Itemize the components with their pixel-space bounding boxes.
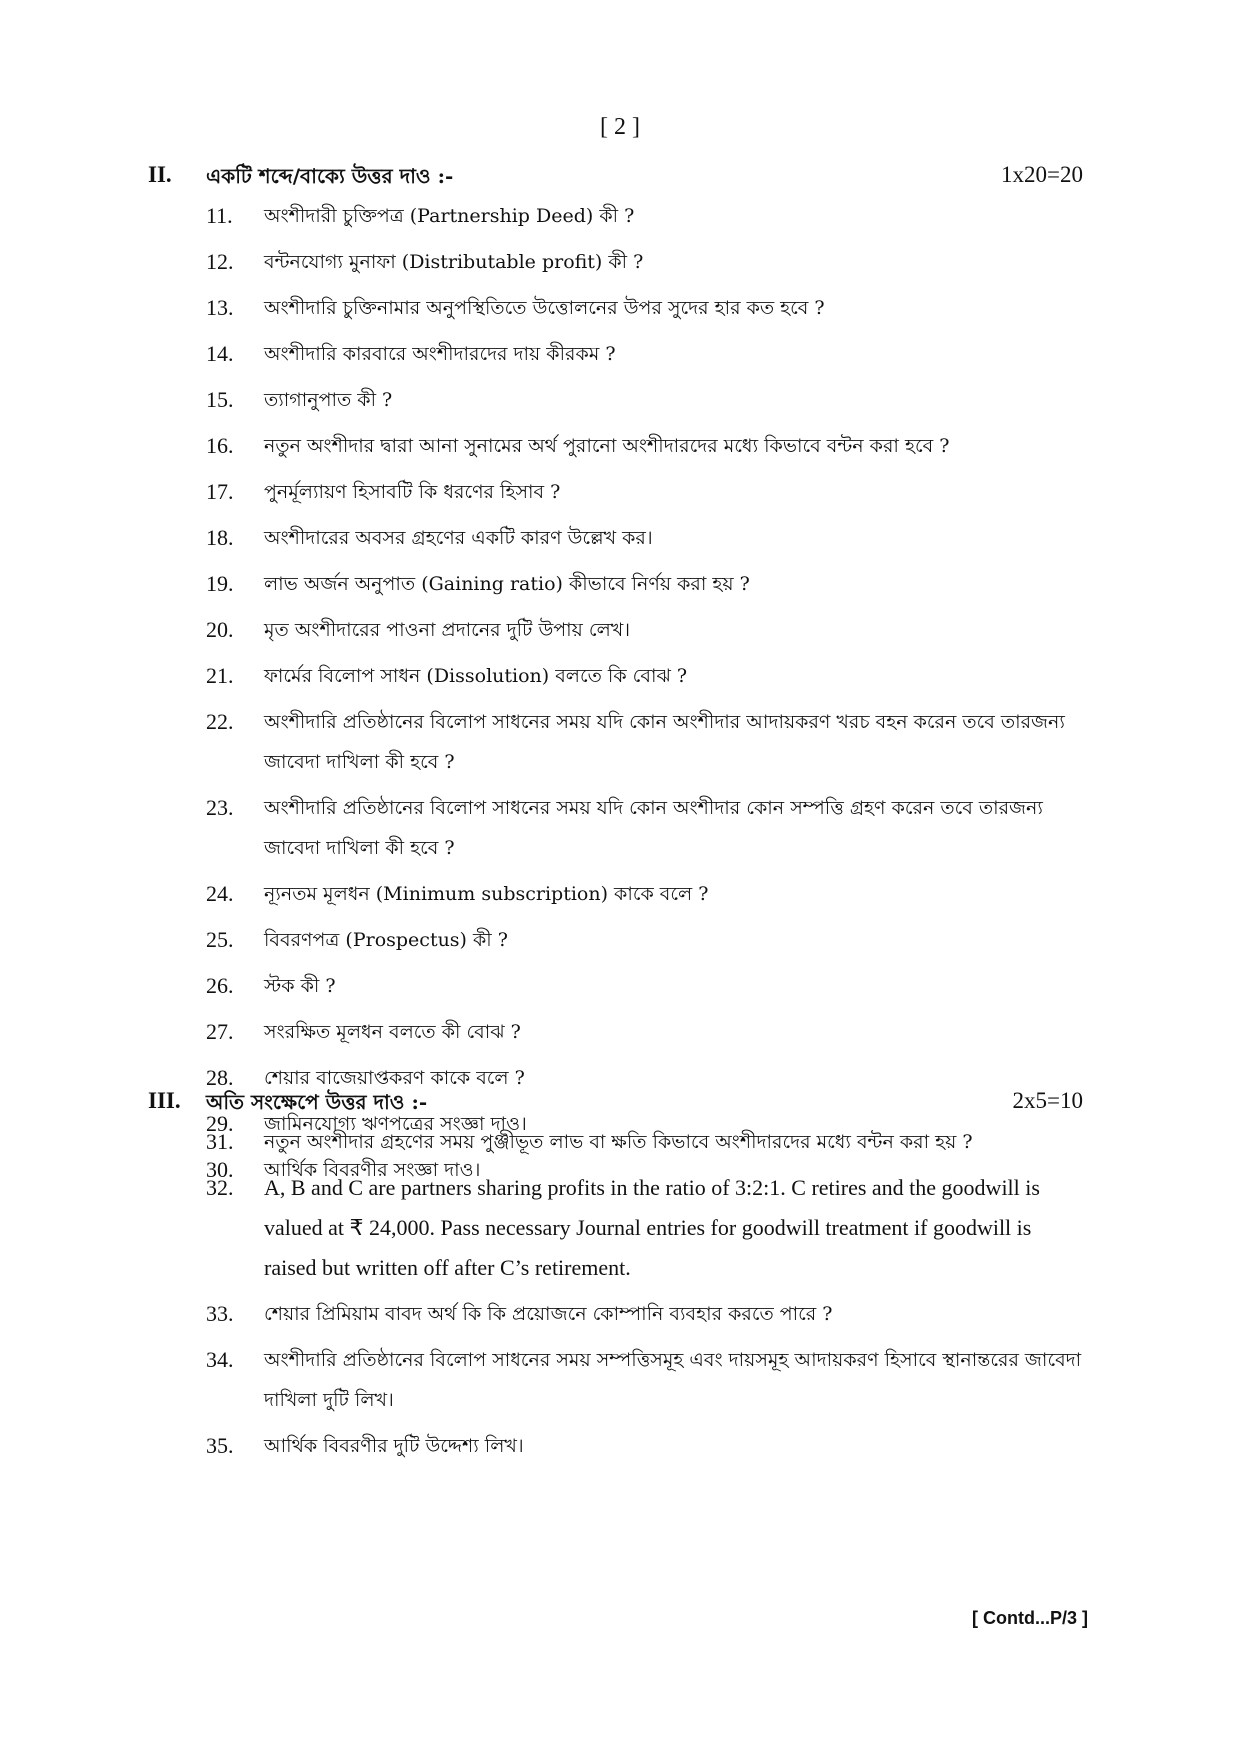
question-number: 26. bbox=[206, 973, 234, 998]
section-numeral: II. bbox=[148, 162, 172, 187]
question-number: 11. bbox=[206, 203, 233, 228]
question-item bbox=[148, 788, 1088, 868]
question-text: বন্টনযোগ্য মুনাফা (Distributable profit) কী ? bbox=[264, 251, 644, 273]
question-item bbox=[148, 1340, 1088, 1420]
question-text: A, B and C are partners sharing profits in the ratio of 3:2:1. C retires and the goodwill is valued at ₹ 24,000. Pass necessary Journal entries for goodwill treatment if goodwill is raised but written off after C’s retirement. bbox=[264, 1175, 1040, 1280]
question-number: 22. bbox=[206, 709, 234, 734]
question-number: 17. bbox=[206, 479, 234, 504]
question-text: ত্যাগানুপাত কী ? bbox=[264, 389, 393, 411]
question-text: শেয়ার বাজেয়াপ্তকরণ কাকে বলে ? bbox=[264, 1067, 525, 1089]
question-number: 19. bbox=[206, 571, 234, 596]
question-number: 25. bbox=[206, 927, 234, 952]
question-number: 31. bbox=[206, 1129, 234, 1154]
question-number: 30. bbox=[206, 1157, 234, 1182]
question-item bbox=[148, 874, 1088, 914]
section-title: অতি সংক্ষেপে উত্তর দাও :- bbox=[206, 1090, 428, 1114]
section-iii bbox=[148, 1088, 1088, 1472]
question-number: 33. bbox=[206, 1301, 234, 1326]
section-ii bbox=[148, 162, 1088, 1196]
question-text: আর্থিক বিবরণীর দুটি উদ্দেশ্য লিখ। bbox=[264, 1435, 524, 1457]
question-text: আর্থিক বিবরণীর সংজ্ঞা দাও। bbox=[264, 1159, 481, 1181]
section-marks: 2x5=10 bbox=[1012, 1088, 1083, 1113]
question-number: 27. bbox=[206, 1019, 234, 1044]
question-item bbox=[148, 702, 1088, 782]
question-text: ফার্মের বিলোপ সাধন (Dissolution) বলতে কি বোঝ ? bbox=[264, 665, 688, 687]
question-list bbox=[148, 196, 1088, 1190]
question-item bbox=[148, 610, 1088, 650]
question-list bbox=[148, 1122, 1088, 1466]
question-text: নতুন অংশীদার দ্বারা আনা সুনামের অর্থ পুরানো অংশীদারদের মধ্যে কিভাবে বন্টন করা হবে ? bbox=[264, 435, 950, 457]
question-text: অংশীদারি প্রতিষ্ঠানের বিলোপ সাধনের সময় সম্পত্তিসমূহ এবং দায়সমূহ আদায়করণ হিসাবে স্থানান্তরের জাবেদা দাখিলা দুটি লিখ। bbox=[264, 1349, 1082, 1411]
question-item bbox=[148, 380, 1088, 420]
question-item bbox=[148, 288, 1088, 328]
question-number: 14. bbox=[206, 341, 234, 366]
question-number: 23. bbox=[206, 795, 234, 820]
question-number: 12. bbox=[206, 249, 234, 274]
question-item bbox=[148, 1294, 1088, 1334]
question-item bbox=[148, 472, 1088, 512]
question-item bbox=[148, 334, 1088, 374]
question-text: স্টক কী ? bbox=[264, 975, 336, 997]
section-header bbox=[148, 1088, 1088, 1122]
question-text: লাভ অর্জন অনুপাত (Gaining ratio) কীভাবে নির্ণয় করা হয় ? bbox=[264, 573, 750, 595]
question-number: 24. bbox=[206, 881, 234, 906]
question-item bbox=[148, 518, 1088, 558]
question-item bbox=[148, 426, 1088, 466]
page-number: [ 2 ] bbox=[600, 114, 640, 140]
question-number: 15. bbox=[206, 387, 234, 412]
question-text: অংশীদারি প্রতিষ্ঠানের বিলোপ সাধনের সময় যদি কোন অংশীদার আদায়করণ খরচ বহন করেন তবে তারজন্য জাবেদা দাখিলা কী হবে ? bbox=[264, 711, 1065, 773]
question-text: শেয়ার প্রিমিয়াম বাবদ অর্থ কি কি প্রয়োজনে কোম্পানি ব্যবহার করতে পারে ? bbox=[264, 1303, 833, 1325]
question-number: 28. bbox=[206, 1065, 234, 1090]
question-text: মৃত অংশীদারের পাওনা প্রদানের দুটি উপায় লেখ। bbox=[264, 619, 631, 641]
question-number: 18. bbox=[206, 525, 234, 550]
question-number: 32. bbox=[206, 1175, 234, 1200]
question-text: অংশীদারী চুক্তিপত্র (Partnership Deed) কী ? bbox=[264, 205, 635, 227]
question-number: 34. bbox=[206, 1347, 234, 1372]
question-number: 29. bbox=[206, 1111, 234, 1136]
question-text: জামিনযোগ্য ঋণপত্রের সংজ্ঞা দাও। bbox=[264, 1113, 527, 1135]
question-text: সংরক্ষিত মূলধন বলতে কী বোঝ ? bbox=[264, 1021, 521, 1043]
question-text: অংশীদারি কারবারে অংশীদারদের দায় কীরকম ? bbox=[264, 343, 616, 365]
section-header bbox=[148, 162, 1088, 196]
question-number: 13. bbox=[206, 295, 234, 320]
question-text: অংশীদারের অবসর গ্রহণের একটি কারণ উল্লেখ কর। bbox=[264, 527, 653, 549]
question-item bbox=[148, 656, 1088, 696]
section-title: একটি শব্দে/বাক্যে উত্তর দাও :- bbox=[206, 164, 454, 188]
question-item bbox=[148, 966, 1088, 1006]
question-text: বিবরণপত্র (Prospectus) কী ? bbox=[264, 929, 508, 951]
question-text: অংশীদারি চুক্তিনামার অনুপস্থিতিতে উত্তোলনের উপর সুদের হার কত হবে ? bbox=[264, 297, 825, 319]
question-number: 35. bbox=[206, 1433, 234, 1458]
question-item bbox=[148, 196, 1088, 236]
question-item bbox=[148, 242, 1088, 282]
question-number: 20. bbox=[206, 617, 234, 642]
question-item bbox=[148, 1012, 1088, 1052]
section-marks: 1x20=20 bbox=[1001, 162, 1083, 187]
question-item bbox=[148, 564, 1088, 604]
question-text: পুনর্মূল্যায়ণ হিসাবটি কি ধরণের হিসাব ? bbox=[264, 481, 561, 503]
question-item bbox=[148, 1426, 1088, 1466]
question-item bbox=[148, 1122, 1088, 1162]
question-text: ন্যূনতম মূলধন (Minimum subscription) কাকে বলে ? bbox=[264, 883, 709, 905]
question-number: 21. bbox=[206, 663, 234, 688]
question-item bbox=[148, 920, 1088, 960]
question-item bbox=[148, 1168, 1088, 1288]
section-numeral: III. bbox=[148, 1088, 181, 1113]
continued-note: [ Contd...P/3 ] bbox=[972, 1608, 1088, 1628]
question-text: নতুন অংশীদার গ্রহণের সময় পুঞ্জীভূত লাভ বা ক্ষতি কিভাবে অংশীদারদের মধ্যে বন্টন করা হয় ? bbox=[264, 1131, 973, 1153]
question-number: 16. bbox=[206, 433, 234, 458]
question-text: অংশীদারি প্রতিষ্ঠানের বিলোপ সাধনের সময় যদি কোন অংশীদার কোন সম্পত্তি গ্রহণ করেন তবে তারজন্য জাবেদা দাখিলা কী হবে ? bbox=[264, 797, 1043, 859]
